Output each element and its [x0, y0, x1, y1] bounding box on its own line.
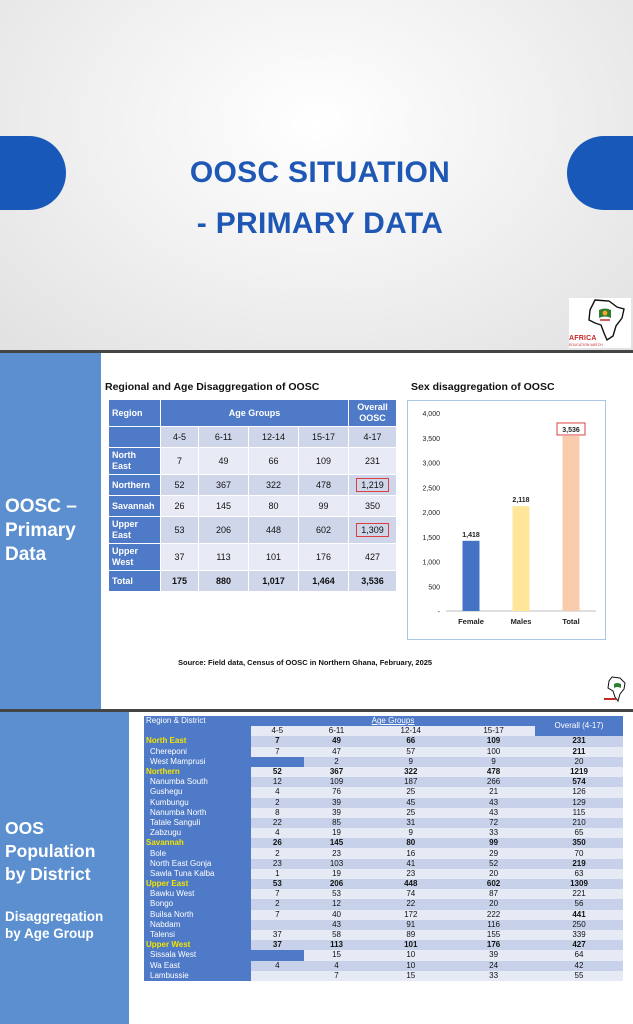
- district-name-cell: Nanumba South: [144, 777, 251, 787]
- sidebar-title-line: Population: [5, 841, 96, 861]
- africa-education-watch-logo: [569, 298, 631, 348]
- value-cell: 367: [304, 767, 370, 777]
- sidebar-subtitle: [5, 908, 103, 942]
- value-cell: 15: [369, 971, 452, 981]
- header-region: Region: [109, 400, 161, 427]
- y-tick-label: 2,500: [422, 485, 440, 493]
- district-row: [144, 757, 623, 767]
- value-cell: 101: [369, 940, 452, 950]
- value-cell: 4: [304, 961, 370, 971]
- value-cell: 45: [369, 798, 452, 808]
- y-tick-label: 3,500: [422, 435, 440, 443]
- value-cell: 33: [452, 828, 535, 838]
- value-cell: 33: [452, 971, 535, 981]
- value-cell: 350: [535, 838, 623, 848]
- value-cell: 103: [304, 859, 370, 869]
- value-cell: 65: [535, 828, 623, 838]
- header-age-groups: Age Groups: [251, 716, 535, 726]
- district-name-cell: Nanumba North: [144, 808, 251, 818]
- district-name-cell: Bawku West: [144, 889, 251, 899]
- district-row: [144, 818, 623, 828]
- region-cell: North East: [109, 448, 161, 475]
- district-row: [144, 910, 623, 920]
- value-cell: 602: [452, 879, 535, 889]
- value-cell: 1309: [535, 879, 623, 889]
- value-cell: 7: [304, 971, 370, 981]
- y-tick-label: 3,000: [422, 460, 440, 468]
- value-cell: 1: [251, 869, 304, 879]
- value-cell: 3,536: [349, 571, 397, 592]
- value-cell: 20: [535, 757, 623, 767]
- value-cell: 219: [535, 859, 623, 869]
- age-col-header: 4-5: [251, 726, 304, 736]
- table-row: [109, 448, 397, 475]
- table-title: Regional and Age Disaggregation of OOSC: [105, 381, 320, 393]
- value-cell: 12: [304, 899, 370, 909]
- value-cell: 2: [304, 757, 370, 767]
- value-cell: 39: [452, 950, 535, 960]
- age-col-header: 12-14: [369, 726, 452, 736]
- district-row: [144, 950, 623, 960]
- region-row: [144, 940, 623, 950]
- district-name-cell: Lambussie: [144, 971, 251, 981]
- value-cell: 2: [251, 848, 304, 858]
- value-cell: 58: [304, 930, 370, 940]
- value-cell: 9: [452, 757, 535, 767]
- africa-education-watch-logo: [602, 675, 630, 705]
- district-row: [144, 747, 623, 757]
- district-name-cell: Chereponi: [144, 747, 251, 757]
- value-cell: 66: [369, 736, 452, 746]
- age-col-header: 15-17: [452, 726, 535, 736]
- district-name-cell: Kumbungu: [144, 798, 251, 808]
- header-age-groups: Age Groups: [161, 400, 349, 427]
- value-cell: 129: [535, 798, 623, 808]
- district-row: [144, 848, 623, 858]
- value-cell: 322: [249, 475, 299, 496]
- district-row: [144, 971, 623, 981]
- sidebar-subtitle-line: by Age Group: [5, 926, 94, 941]
- district-name-cell: Tatale Sanguli: [144, 818, 251, 828]
- district-name-cell: West Mamprusi: [144, 757, 251, 767]
- value-cell: 55: [535, 971, 623, 981]
- value-cell: 367: [199, 475, 249, 496]
- value-cell: 91: [369, 920, 452, 930]
- district-row: [144, 889, 623, 899]
- age-col-header: 15-17: [299, 427, 349, 448]
- value-cell: [251, 971, 304, 981]
- value-cell: 43: [304, 920, 370, 930]
- bar-female: [463, 541, 480, 611]
- value-cell: 115: [535, 808, 623, 818]
- sidebar-title-line: Primary: [5, 520, 76, 541]
- value-cell: 4: [251, 787, 304, 797]
- value-cell: 1219: [535, 767, 623, 777]
- value-cell: 26: [251, 838, 304, 848]
- value-cell: 70: [535, 848, 623, 858]
- value-cell: 448: [249, 517, 299, 544]
- category-label: Total: [562, 617, 580, 626]
- y-tick-label: -: [437, 609, 440, 616]
- source-note: Source: Field data, Census of OOSC in Northern Ghana, February, 2025: [178, 658, 433, 667]
- total-row: [109, 571, 397, 592]
- sidebar-title-line: OOS: [5, 818, 44, 838]
- district-name-cell: Gushegu: [144, 787, 251, 797]
- sidebar: [0, 712, 129, 1024]
- value-cell: 109: [452, 736, 535, 746]
- region-cell: Upper East: [109, 517, 161, 544]
- value-cell: 116: [452, 920, 535, 930]
- data-label: 1,418: [462, 531, 480, 539]
- value-cell: 113: [199, 544, 249, 571]
- y-tick-label: 1,500: [422, 534, 440, 542]
- value-cell: 40: [304, 910, 370, 920]
- value-cell: 427: [349, 544, 397, 571]
- value-cell: 8: [251, 808, 304, 818]
- district-row: [144, 787, 623, 797]
- header-overall: Overall OOSC: [349, 400, 397, 427]
- value-cell: 53: [251, 879, 304, 889]
- value-cell-highlighted: 1,309: [349, 517, 397, 544]
- value-cell: 10: [369, 961, 452, 971]
- value-cell: 4: [251, 828, 304, 838]
- district-row: [144, 961, 623, 971]
- value-cell: 9: [369, 757, 452, 767]
- value-cell: 7: [251, 747, 304, 757]
- left-accent-shape: [0, 136, 66, 210]
- value-cell: 427: [535, 940, 623, 950]
- value-cell: 23: [304, 848, 370, 858]
- district-row: [144, 920, 623, 930]
- region-name-cell: Savannah: [144, 838, 251, 848]
- value-cell: 145: [304, 838, 370, 848]
- value-cell: 20: [452, 869, 535, 879]
- region-name-cell: Upper East: [144, 879, 251, 889]
- value-cell: 221: [535, 889, 623, 899]
- region-name-cell: Northern: [144, 767, 251, 777]
- value-cell: 29: [452, 848, 535, 858]
- value-cell: 26: [161, 496, 199, 517]
- value-cell: 52: [452, 859, 535, 869]
- regional-age-table: [108, 399, 397, 592]
- value-cell: 37: [251, 940, 304, 950]
- value-cell: 43: [452, 798, 535, 808]
- value-cell: 85: [304, 818, 370, 828]
- value-cell: 99: [299, 496, 349, 517]
- slide-title-line1: OOSC SITUATION: [189, 156, 451, 189]
- district-name-cell: North East Gonja: [144, 859, 251, 869]
- value-cell: 39: [304, 798, 370, 808]
- region-cell: Upper West: [109, 544, 161, 571]
- y-tick-label: 2,000: [422, 510, 440, 517]
- blank-cell: [109, 427, 161, 448]
- value-cell: 602: [299, 517, 349, 544]
- chart-title: Sex disaggregation of OOSC: [411, 381, 555, 393]
- sidebar-title-line: by District: [5, 864, 91, 884]
- value-cell: 47: [304, 747, 370, 757]
- district-name-cell: Bole: [144, 848, 251, 858]
- value-cell: 37: [161, 544, 199, 571]
- table-header-row: [144, 716, 623, 726]
- district-slide: [0, 712, 633, 1024]
- sex-chart-frame: [407, 400, 606, 640]
- value-cell: 7: [251, 910, 304, 920]
- value-cell: 63: [535, 869, 623, 879]
- sidebar-title-line: Data: [5, 544, 47, 565]
- primary-data-slide: [0, 353, 633, 709]
- value-cell: 1,017: [249, 571, 299, 592]
- value-cell: 339: [535, 930, 623, 940]
- value-cell: 23: [251, 859, 304, 869]
- title-slide: [0, 0, 633, 350]
- region-cell: Total: [109, 571, 161, 592]
- value-cell: 53: [161, 517, 199, 544]
- slide-title-line2: - PRIMARY DATA: [196, 207, 444, 240]
- table-row: [109, 544, 397, 571]
- value-cell: 7: [251, 889, 304, 899]
- age-col-header: 12-14: [249, 427, 299, 448]
- value-cell: 56: [535, 899, 623, 909]
- district-name-cell: Bongo: [144, 899, 251, 909]
- region-name-cell: North East: [144, 736, 251, 746]
- region-cell: Savannah: [109, 496, 161, 517]
- value-cell: 175: [161, 571, 199, 592]
- value-cell: 15: [304, 950, 370, 960]
- value-cell: 19: [304, 869, 370, 879]
- category-label: Males: [510, 617, 532, 626]
- value-cell: 266: [452, 777, 535, 787]
- data-label: 3,536: [562, 426, 580, 434]
- value-cell: 7: [161, 448, 199, 475]
- value-cell: 172: [369, 910, 452, 920]
- value-cell: 1,464: [299, 571, 349, 592]
- value-cell: 100: [452, 747, 535, 757]
- value-cell: 478: [452, 767, 535, 777]
- value-cell: 2: [251, 798, 304, 808]
- value-cell-highlighted: 1,219: [349, 475, 397, 496]
- value-cell: 66: [249, 448, 299, 475]
- value-cell: 25: [369, 787, 452, 797]
- value-cell: 109: [299, 448, 349, 475]
- bar-males: [513, 506, 530, 611]
- y-tick-label: 4,000: [422, 411, 440, 418]
- district-name-cell: Nabdam: [144, 920, 251, 930]
- table-row: [109, 517, 397, 544]
- value-cell: 19: [304, 828, 370, 838]
- value-cell: 231: [349, 448, 397, 475]
- value-cell: 880: [199, 571, 249, 592]
- region-name-cell: Upper West: [144, 940, 251, 950]
- value-cell: [251, 757, 304, 767]
- value-cell: 49: [304, 736, 370, 746]
- data-label: 2,118: [512, 497, 530, 505]
- region-row: [144, 838, 623, 848]
- africa-map-icon: [602, 675, 630, 703]
- value-cell: 23: [369, 869, 452, 879]
- value-cell: 74: [369, 889, 452, 899]
- logo-subtext: EDUCATION WATCH: [569, 343, 603, 347]
- district-row: [144, 828, 623, 838]
- value-cell: 12: [251, 777, 304, 787]
- bar-total: [563, 436, 580, 611]
- y-tick-label: 500: [428, 584, 440, 592]
- value-cell: 231: [535, 736, 623, 746]
- value-cell: 39: [304, 808, 370, 818]
- value-cell: 206: [304, 879, 370, 889]
- value-cell: 49: [199, 448, 249, 475]
- district-name-cell: Sawla Tuna Kalba: [144, 869, 251, 879]
- region-cell: Northern: [109, 475, 161, 496]
- age-col-row: [109, 427, 397, 448]
- district-name-cell: Builsa North: [144, 910, 251, 920]
- district-name-cell: Wa East: [144, 961, 251, 971]
- value-cell: 101: [249, 544, 299, 571]
- value-cell: 441: [535, 910, 623, 920]
- value-cell: 176: [452, 940, 535, 950]
- district-name-cell: Sissala West: [144, 950, 251, 960]
- value-cell: 176: [299, 544, 349, 571]
- value-cell: 41: [369, 859, 452, 869]
- region-row: [144, 767, 623, 777]
- value-cell: 52: [251, 767, 304, 777]
- value-cell: 16: [369, 848, 452, 858]
- district-row: [144, 899, 623, 909]
- value-cell: 53: [304, 889, 370, 899]
- category-label: Female: [458, 617, 484, 626]
- value-cell: 211: [535, 747, 623, 757]
- value-cell: 113: [304, 940, 370, 950]
- sidebar-title: [5, 817, 95, 886]
- value-cell: 322: [369, 767, 452, 777]
- district-row: [144, 930, 623, 940]
- value-cell: 250: [535, 920, 623, 930]
- value-cell: 89: [369, 930, 452, 940]
- value-cell: 109: [304, 777, 370, 787]
- value-cell: 87: [452, 889, 535, 899]
- value-cell: 20: [452, 899, 535, 909]
- region-row: [144, 736, 623, 746]
- value-cell: 126: [535, 787, 623, 797]
- table-header-row: [109, 400, 397, 427]
- sidebar-title: [5, 495, 77, 567]
- value-cell: 80: [369, 838, 452, 848]
- sidebar-subtitle-line: Disaggregation: [5, 909, 104, 924]
- value-cell: 37: [251, 930, 304, 940]
- value-cell: 43: [452, 808, 535, 818]
- value-cell: 31: [369, 818, 452, 828]
- value-cell: 155: [452, 930, 535, 940]
- value-cell: 21: [452, 787, 535, 797]
- value-cell: 448: [369, 879, 452, 889]
- value-cell: 22: [369, 899, 452, 909]
- logo-text: AFRICA: [569, 335, 597, 342]
- value-cell: 350: [349, 496, 397, 517]
- value-cell: 2: [251, 899, 304, 909]
- age-col-header: 4-5: [161, 427, 199, 448]
- value-cell: 25: [369, 808, 452, 818]
- value-cell: 7: [251, 736, 304, 746]
- value-cell: 72: [452, 818, 535, 828]
- value-cell: 10: [369, 950, 452, 960]
- table-row: [109, 475, 397, 496]
- table-row: [109, 496, 397, 517]
- district-table: [144, 716, 623, 981]
- district-row: [144, 859, 623, 869]
- value-cell: 574: [535, 777, 623, 787]
- value-cell: 24: [452, 961, 535, 971]
- sex-bar-chart: [408, 401, 605, 639]
- y-tick-label: 1,000: [422, 559, 440, 567]
- right-accent-shape: [567, 136, 633, 210]
- value-cell: 64: [535, 950, 623, 960]
- age-col-header: 6-11: [304, 726, 370, 736]
- value-cell: 222: [452, 910, 535, 920]
- district-name-cell: Talensi: [144, 930, 251, 940]
- value-cell: 42: [535, 961, 623, 971]
- sidebar-title-line: OOSC –: [5, 496, 77, 517]
- district-row: [144, 869, 623, 879]
- header-region-district: Region & District: [144, 716, 251, 736]
- value-cell: 22: [251, 818, 304, 828]
- value-cell: 206: [199, 517, 249, 544]
- value-cell: 4: [251, 961, 304, 971]
- sidebar: [0, 353, 101, 709]
- value-cell: 57: [369, 747, 452, 757]
- age-col-header: 4-17: [349, 427, 397, 448]
- value-cell: [251, 950, 304, 960]
- age-col-header: 6-11: [199, 427, 249, 448]
- value-cell: 145: [199, 496, 249, 517]
- district-row: [144, 777, 623, 787]
- value-cell: 76: [304, 787, 370, 797]
- value-cell: [251, 920, 304, 930]
- district-row: [144, 798, 623, 808]
- value-cell: 478: [299, 475, 349, 496]
- value-cell: 52: [161, 475, 199, 496]
- value-cell: 80: [249, 496, 299, 517]
- value-cell: 9: [369, 828, 452, 838]
- value-cell: 187: [369, 777, 452, 787]
- value-cell: 210: [535, 818, 623, 828]
- header-overall: Overall (4-17): [535, 716, 623, 736]
- region-row: [144, 879, 623, 889]
- value-cell: 99: [452, 838, 535, 848]
- district-name-cell: Zabzugu: [144, 828, 251, 838]
- district-row: [144, 808, 623, 818]
